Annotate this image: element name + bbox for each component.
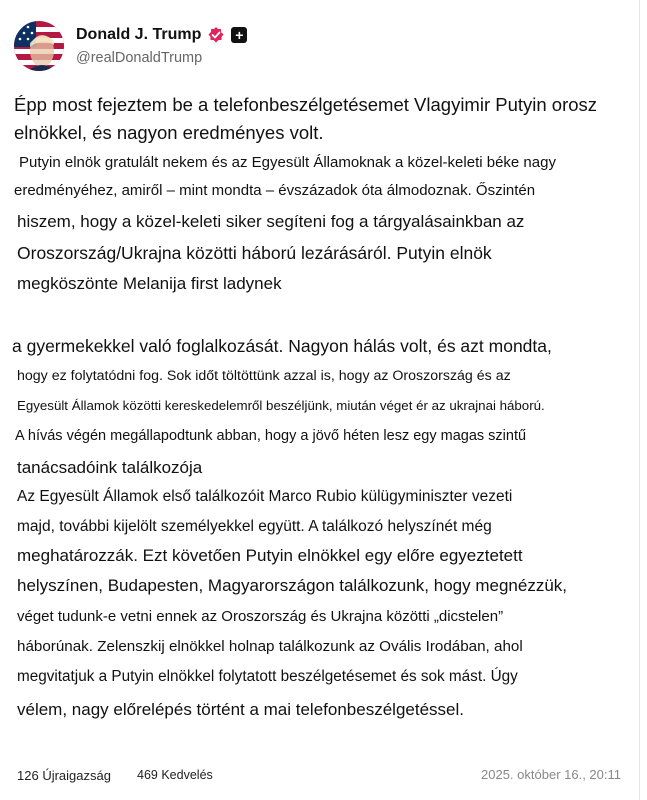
likes-label: Kedvelés xyxy=(161,768,213,782)
post-line: A hívás végén megállapodtunk abban, hogy a jövő héten lesz egy magas szintű xyxy=(15,428,527,444)
author-name[interactable]: Donald J. Trump xyxy=(76,26,202,43)
post-line: tanácsadóink találkozója xyxy=(17,458,203,477)
reposts-count: 126 xyxy=(17,768,39,783)
post-line: elnökkel, és nagyon eredményes volt. xyxy=(14,122,324,143)
plus-badge-icon: + xyxy=(231,27,247,43)
likes-count: 469 xyxy=(137,768,158,782)
post-line: majd, további kijelölt személyekkel együtt. A találkozó helyszínét még xyxy=(17,518,492,535)
verified-badge-icon xyxy=(207,26,225,44)
author-row xyxy=(76,24,247,46)
post-line: Putyin elnök gratulált nekem és az Egyesült Államoknak a közel-keleti béke nagy xyxy=(19,154,556,171)
post-line: hogy ez folytatódni fog. Sok időt töltöttünk azzal is, hogy az Oroszország és az xyxy=(17,368,511,384)
post-line: Egyesült Államok közötti kereskedelemről beszéljünk, miután véget ér az ukrajnai háború. xyxy=(17,398,545,413)
post-line: a gyermekekkel való foglalkozását. Nagyon hálás volt, és azt mondta, xyxy=(12,336,552,356)
reposts-label: Újraigazság xyxy=(42,768,111,783)
post-line: háborúnak. Zelenszkij elnökkel holnap találkozunk az Ovális Irodában, ahol xyxy=(17,638,523,655)
post-line: helyszínen, Budapesten, Magyarországon találkozunk, hogy megnézzük, xyxy=(17,576,567,595)
post-line: megköszönte Melanija first ladynek xyxy=(17,274,282,293)
likes-stat[interactable] xyxy=(137,768,213,782)
post-line: megvitatjuk a Putyin elnökkel folytatott beszélgetésemet és sok mást. Úgy xyxy=(17,668,518,685)
post-line: Az Egyesült Államok első találkozóit Marco Rubio külügyminiszter vezeti xyxy=(17,488,513,505)
post-line: véget tudunk-e vetni ennek az Oroszország és Ukrajna közötti „dicstelen” xyxy=(17,608,504,625)
post-line: hiszem, hogy a közel-keleti siker segíteni fog a tárgyalásainkban az xyxy=(17,212,525,231)
flag-portrait-avatar-icon xyxy=(14,21,64,71)
post-line: eredményéhez, amiről – mint mondta – évszázadok óta álmodoznak. Őszintén xyxy=(14,182,536,199)
author-handle[interactable]: @realDonaldTrump xyxy=(76,50,203,66)
post-line: Oroszország/Ukrajna közötti háború lezárásáról. Putyin elnök xyxy=(17,243,492,263)
post-line: vélem, nagy előrelépés történt a mai telefonbeszélgetéssel. xyxy=(17,700,464,719)
post-line: meghatározzák. Ezt követően Putyin elnökkel egy előre egyeztetett xyxy=(17,546,523,565)
reposts-stat[interactable] xyxy=(17,768,111,783)
post-line: Épp most fejeztem be a telefonbeszélgetésemet Vlagyimir Putyin orosz xyxy=(14,94,598,115)
divider xyxy=(639,0,640,800)
avatar[interactable] xyxy=(14,21,64,71)
post-timestamp[interactable]: 2025. október 16., 20:11 xyxy=(481,767,621,782)
